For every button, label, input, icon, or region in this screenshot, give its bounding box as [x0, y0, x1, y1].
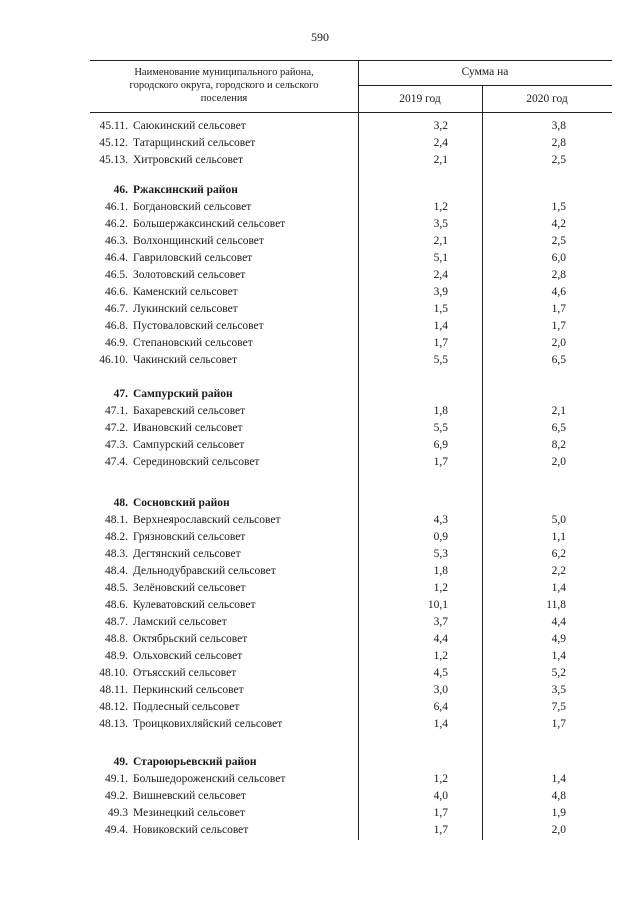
value-2019: 1,2: [433, 582, 448, 594]
table-row: [90, 665, 612, 682]
value-2020: 2,0: [551, 824, 566, 836]
district-heading-row: [90, 386, 612, 403]
table-row: [90, 597, 612, 614]
value-2019: 3,2: [433, 120, 448, 132]
settlement-name: Ольховский сельсовет: [133, 650, 243, 662]
value-2020: 11,8: [546, 599, 566, 611]
row-code: 48.5.: [105, 582, 128, 594]
row-code: 46.5.: [105, 269, 128, 281]
settlement-name: Отъясский сельсовет: [133, 667, 237, 679]
row-code: 47.: [113, 388, 128, 400]
value-2020: 1,7: [551, 718, 566, 730]
table-row: [90, 716, 612, 733]
sum-subheader-rule: [358, 85, 612, 86]
row-code: 48.2.: [105, 531, 128, 543]
value-2019: 1,2: [433, 650, 448, 662]
table-row: [90, 335, 612, 352]
table-row: [90, 301, 612, 318]
settlement-name: Каменский сельсовет: [133, 286, 238, 298]
value-2019: 2,4: [433, 269, 448, 281]
value-2019: 3,9: [433, 286, 448, 298]
table-row: [90, 512, 612, 529]
row-code: 48.7.: [105, 616, 128, 628]
row-code: 46.2.: [105, 218, 128, 230]
settlement-name: Перкинский сельсовет: [133, 684, 244, 696]
table-row: [90, 437, 612, 454]
value-2019: 2,4: [433, 137, 448, 149]
value-2020: 1,4: [551, 773, 566, 785]
header-top-rule: [90, 60, 612, 61]
table-row: [90, 648, 612, 665]
table-row: [90, 546, 612, 563]
settlement-name: Татарщинский сельсовет: [133, 137, 256, 149]
value-2020: 2,0: [551, 337, 566, 349]
table-row: [90, 267, 612, 284]
value-2020: 6,5: [551, 422, 566, 434]
value-2019: 1,4: [433, 320, 448, 332]
header-bottom-rule: [90, 112, 612, 113]
value-2019: 4,4: [433, 633, 448, 645]
value-2019: 3,5: [433, 218, 448, 230]
header-year-2019: 2019 год: [399, 93, 441, 105]
value-2020: 2,8: [551, 137, 566, 149]
value-2019: 1,7: [433, 337, 448, 349]
row-code: 48.: [113, 497, 128, 509]
row-code: 45.12.: [99, 137, 128, 149]
value-2019: 4,0: [433, 790, 448, 802]
value-2019: 3,0: [433, 684, 448, 696]
value-2019: 0,9: [433, 531, 448, 543]
settlement-name: Пустоваловский сельсовет: [133, 320, 264, 332]
settlement-name: Серединовский сельсовет: [133, 456, 260, 468]
row-code: 48.9.: [105, 650, 128, 662]
settlement-name: Грязновский сельсовет: [133, 531, 246, 543]
row-code: 49.4.: [105, 824, 128, 836]
value-2020: 1,7: [551, 303, 566, 315]
settlement-name: Троицковихляйский сельсовет: [133, 718, 283, 730]
settlement-name: Подлесный сельсовет: [133, 701, 240, 713]
district-heading-row: [90, 495, 612, 512]
value-2020: 2,5: [551, 235, 566, 247]
settlement-name: Большержаксинский сельсовет: [133, 218, 286, 230]
settlement-name: Золотовский сельсовет: [133, 269, 246, 281]
settlement-name: Ламский сельсовет: [133, 616, 227, 628]
value-2020: 1,5: [551, 201, 566, 213]
value-2020: 2,1: [551, 405, 566, 417]
value-2019: 4,3: [433, 514, 448, 526]
row-code: 48.3.: [105, 548, 128, 560]
settlement-name: Саюкинский сельсовет: [133, 120, 246, 132]
row-code: 48.12.: [99, 701, 128, 713]
district-heading-row: [90, 754, 612, 771]
district-name: Ржаксинский район: [133, 184, 238, 196]
district-heading-row: [90, 182, 612, 199]
row-code: 46.3.: [105, 235, 128, 247]
settlement-name: Лукинский сельсовет: [133, 303, 238, 315]
value-2020: 6,2: [551, 548, 566, 560]
value-2020: 6,0: [551, 252, 566, 264]
value-2020: 4,8: [551, 790, 566, 802]
table-row: [90, 563, 612, 580]
value-2019: 2,1: [433, 235, 448, 247]
header-year-2020: 2020 год: [526, 93, 568, 105]
value-2019: 2,1: [433, 154, 448, 166]
value-2019: 1,8: [433, 405, 448, 417]
row-code: 49.3: [107, 807, 128, 819]
table-row: [90, 420, 612, 437]
row-code: 46.: [113, 184, 128, 196]
settlement-name: Богдановский сельсовет: [133, 201, 252, 213]
settlement-name: Октябрьский сельсовет: [133, 633, 248, 645]
table-row: [90, 631, 612, 648]
row-code: 45.11.: [99, 120, 128, 132]
row-code: 48.11.: [99, 684, 128, 696]
settlement-name: Степановский сельсовет: [133, 337, 253, 349]
settlement-name: Бахаревский сельсовет: [133, 405, 246, 417]
value-2020: 4,9: [551, 633, 566, 645]
value-2019: 1,2: [433, 201, 448, 213]
settlement-name: Верхнеярославский сельсовет: [133, 514, 281, 526]
value-2019: 5,5: [433, 422, 448, 434]
table-row: [90, 529, 612, 546]
row-code: 47.1.: [105, 405, 128, 417]
row-code: 49.2.: [105, 790, 128, 802]
row-code: 48.8.: [105, 633, 128, 645]
header-name-line-1: Наименование муниципального района,: [134, 67, 314, 78]
value-2019: 1,7: [433, 807, 448, 819]
value-2019: 1,8: [433, 565, 448, 577]
header-name-line-3: поселения: [200, 93, 248, 104]
table-row: [90, 318, 612, 335]
settlement-name: Зелёновский сельсовет: [133, 582, 246, 594]
value-2020: 5,2: [551, 667, 566, 679]
value-2019: 1,5: [433, 303, 448, 315]
row-code: 49.1.: [105, 773, 128, 785]
settlement-name: Дегтянский сельсовет: [133, 548, 241, 560]
district-name: Сосновский район: [133, 497, 230, 509]
settlement-name: Волхонщинский сельсовет: [133, 235, 264, 247]
value-2020: 1,4: [551, 582, 566, 594]
settlement-name: Мезинецкий сельсовет: [133, 807, 245, 819]
value-2020: 1,1: [551, 531, 566, 543]
header-sum: Сумма на: [461, 66, 509, 78]
header-name-line-2: городского округа, городского и сельского: [129, 80, 319, 91]
table-row: [90, 805, 612, 822]
value-2020: 8,2: [551, 439, 566, 451]
row-code: 48.10.: [99, 667, 128, 679]
header-name-column: [90, 66, 358, 105]
settlement-name: Ивановский сельсовет: [133, 422, 243, 434]
row-code: 46.4.: [105, 252, 128, 264]
table-row: [90, 152, 612, 169]
value-2020: 2,5: [551, 154, 566, 166]
row-code: 46.10.: [99, 354, 128, 366]
value-2020: 2,0: [551, 456, 566, 468]
value-2020: 1,9: [551, 807, 566, 819]
value-2020: 4,4: [551, 616, 566, 628]
value-2020: 1,4: [551, 650, 566, 662]
value-2019: 1,7: [433, 456, 448, 468]
row-code: 48.6.: [105, 599, 128, 611]
table-row: [90, 118, 612, 135]
settlement-name: Кулеватовский сельсовет: [133, 599, 256, 611]
row-code: 46.6.: [105, 286, 128, 298]
row-code: 48.1.: [105, 514, 128, 526]
table-row: [90, 135, 612, 152]
table-row: [90, 454, 612, 471]
table-row: [90, 788, 612, 805]
table-row: [90, 580, 612, 597]
value-2020: 4,6: [551, 286, 566, 298]
table-row: [90, 233, 612, 250]
settlement-name: Новиковский сельсовет: [133, 824, 249, 836]
value-2020: 2,8: [551, 269, 566, 281]
table-row: [90, 682, 612, 699]
settlement-name: Большедороженский сельсовет: [133, 773, 286, 785]
value-2019: 10,1: [427, 599, 448, 611]
table-row: [90, 352, 612, 369]
value-2019: 5,5: [433, 354, 448, 366]
row-code: 45.13.: [99, 154, 128, 166]
table-row: [90, 250, 612, 267]
row-code: 46.8.: [105, 320, 128, 332]
value-2020: 7,5: [551, 701, 566, 713]
table-row: [90, 199, 612, 216]
value-2019: 1,7: [433, 824, 448, 836]
value-2019: 6,9: [433, 439, 448, 451]
row-code: 48.4.: [105, 565, 128, 577]
row-code: 47.4.: [105, 456, 128, 468]
district-name: Староюрьевский район: [133, 756, 257, 768]
value-2020: 6,5: [551, 354, 566, 366]
row-code: 48.13.: [99, 718, 128, 730]
table-row: [90, 771, 612, 788]
row-code: 47.3.: [105, 439, 128, 451]
district-name: Сампурский район: [133, 388, 233, 400]
page-number: 590: [311, 30, 329, 44]
value-2019: 5,1: [433, 252, 448, 264]
value-2019: 1,2: [433, 773, 448, 785]
budget-table: [90, 60, 612, 840]
value-2020: 3,8: [551, 120, 566, 132]
settlement-name: Дельнодубравский сельсовет: [133, 565, 276, 577]
row-code: 47.2.: [105, 422, 128, 434]
value-2019: 3,7: [433, 616, 448, 628]
settlement-name: Хитровский сельсовет: [133, 154, 244, 166]
row-code: 46.7.: [105, 303, 128, 315]
table-row: [90, 699, 612, 716]
value-2020: 5,0: [551, 514, 566, 526]
settlement-name: Гавриловский сельсовет: [133, 252, 253, 264]
row-code: 46.1.: [105, 201, 128, 213]
table-row: [90, 216, 612, 233]
table-row: [90, 284, 612, 301]
settlement-name: Чакинский сельсовет: [133, 354, 238, 366]
row-code: 46.9.: [105, 337, 128, 349]
table-row: [90, 403, 612, 420]
settlement-name: Вишневский сельсовет: [133, 790, 246, 802]
value-2020: 3,5: [551, 684, 566, 696]
value-2020: 4,2: [551, 218, 566, 230]
value-2020: 2,2: [551, 565, 566, 577]
table-row: [90, 822, 612, 839]
settlement-name: Сампурский сельсовет: [133, 439, 245, 451]
value-2019: 1,4: [433, 718, 448, 730]
value-2019: 5,3: [433, 548, 448, 560]
value-2019: 6,4: [433, 701, 448, 713]
row-code: 49.: [113, 756, 128, 768]
value-2019: 4,5: [433, 667, 448, 679]
table-row: [90, 614, 612, 631]
value-2020: 1,7: [551, 320, 566, 332]
